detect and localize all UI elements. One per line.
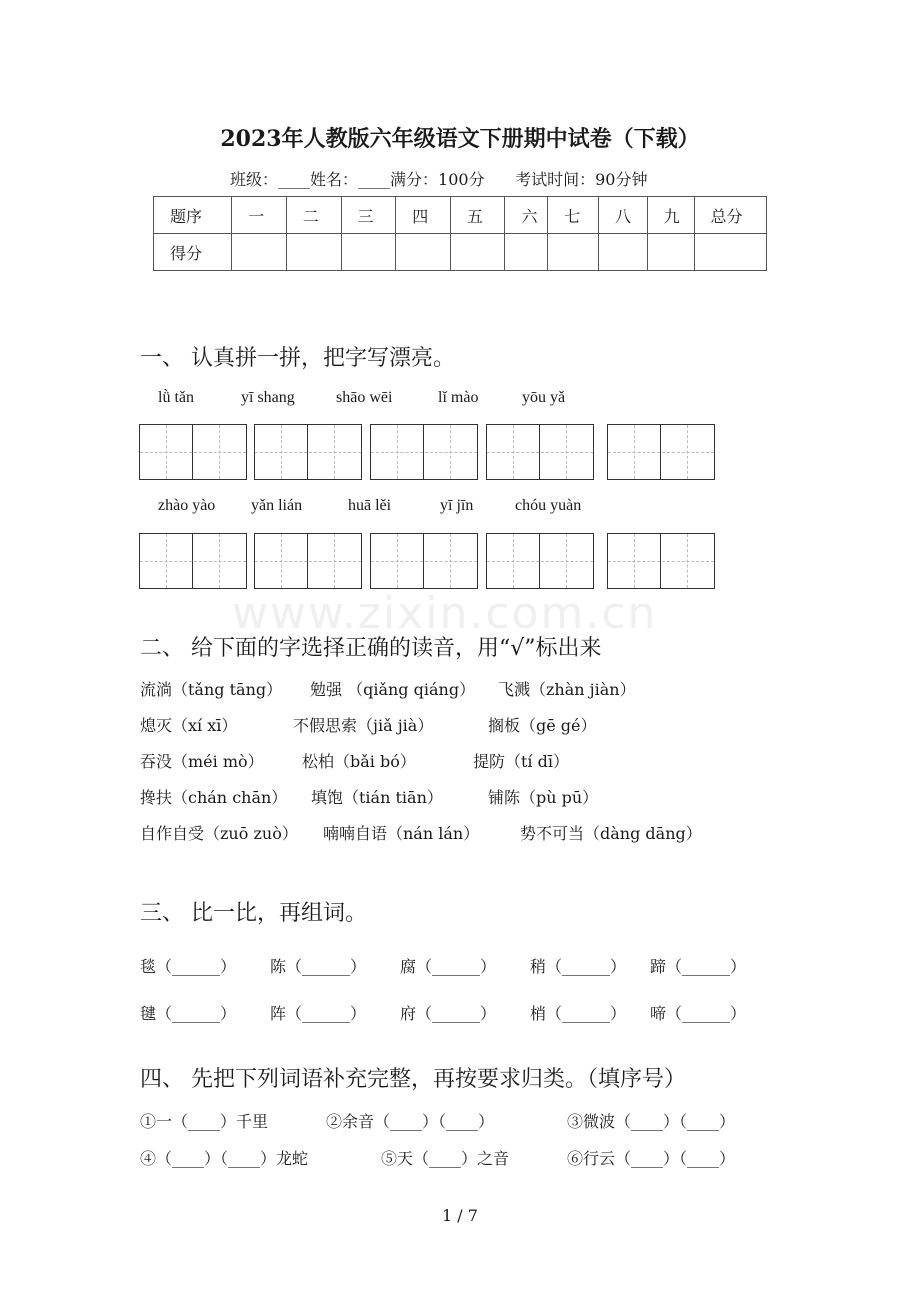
reading-item: 自作自受（zuō zuò） [140, 824, 298, 843]
score-header-cell: 四 [396, 197, 451, 234]
section3-heading: 三、 比一比，再组词。 [140, 901, 367, 926]
score-table [153, 196, 767, 271]
reading-item: 不假思索（jiǎ jià） [293, 716, 434, 735]
idiom-item: ①一（____）千里 [140, 1112, 269, 1131]
score-header-cell: 九 [647, 197, 694, 234]
score-header-cell: 七 [548, 197, 599, 234]
writing-grid[interactable] [607, 533, 715, 589]
compare-item: 毽（______） [140, 1004, 237, 1023]
compare-item: 蹄（______） [650, 957, 747, 976]
reading-item: 搁板（gē gé） [488, 716, 597, 735]
writing-grid[interactable] [370, 533, 478, 589]
section4-heading: 四、 先把下列词语补充完整，再按要求归类。（填序号） [140, 1067, 686, 1092]
idiom-item: ③微波（____）（____） [567, 1112, 736, 1131]
writing-grid[interactable] [254, 424, 362, 480]
exam-info [230, 167, 647, 190]
compare-item: 腐（______） [400, 957, 497, 976]
score-header-cell: 八 [599, 197, 648, 234]
reading-item: 喃喃自语（nán lán） [323, 824, 480, 843]
score-cell[interactable] [341, 234, 396, 271]
writing-grid[interactable] [139, 424, 247, 480]
writing-grid[interactable] [254, 533, 362, 589]
exam-time: 考试时间：90分钟 [515, 170, 648, 189]
idiom-item: ②余音（____）（____） [326, 1112, 495, 1131]
reading-item: 熄灭（xí xī） [140, 716, 238, 735]
score-header-cell: 六 [505, 197, 548, 234]
score-header-cell: 题序 [154, 197, 232, 234]
compare-item: 陈（______） [270, 957, 367, 976]
reading-item: 流淌（tǎng tāng） [140, 680, 283, 699]
section2-heading: 二、 给下面的字选择正确的读音，用“√”标出来 [140, 636, 602, 661]
score-header-cell: 总分 [694, 197, 767, 234]
compare-item: 梢（______） [530, 1004, 627, 1023]
score-cell[interactable] [505, 234, 548, 271]
reading-item: 提防（tí dī） [473, 752, 569, 771]
compare-item: 阵（______） [270, 1004, 367, 1023]
score-header-cell: 二 [286, 197, 341, 234]
writing-grid[interactable] [607, 424, 715, 480]
pinyin-label: huā lěi [348, 497, 392, 514]
score-cell[interactable] [647, 234, 694, 271]
idiom-item: ④（____）（____）龙蛇 [140, 1149, 309, 1168]
score-cell[interactable] [548, 234, 599, 271]
writing-grid[interactable] [486, 533, 594, 589]
score-cell[interactable] [450, 234, 505, 271]
score-cell[interactable] [694, 234, 767, 271]
name-field: 姓名：____ [310, 170, 391, 189]
score-header-cell: 五 [450, 197, 505, 234]
page-title: 2023年人教版六年级语文下册期中试卷（下载） [220, 126, 700, 152]
pinyin-label: chóu yuàn [515, 497, 582, 514]
score-cell[interactable] [232, 234, 287, 271]
score-header-row [154, 197, 767, 234]
score-header-cell: 三 [341, 197, 396, 234]
reading-item: 吞没（méi mò） [140, 752, 264, 771]
compare-item: 啼（______） [650, 1004, 747, 1023]
pinyin-label: shāo wēi [336, 389, 393, 406]
pinyin-label: zhào yào [158, 497, 216, 514]
score-cell[interactable] [396, 234, 451, 271]
score-cell[interactable] [599, 234, 648, 271]
score-header-cell: 一 [232, 197, 287, 234]
idiom-item: ⑤天（____）之音 [381, 1149, 510, 1168]
writing-grid[interactable] [486, 424, 594, 480]
pinyin-label: yōu yǎ [522, 389, 566, 406]
pinyin-label: yī jīn [440, 497, 474, 514]
pinyin-label: yǎn lián [251, 497, 303, 514]
reading-item: 搀扶（chán chān） [140, 788, 288, 807]
compare-item: 府（______） [400, 1004, 497, 1023]
section1-heading: 一、 认真拼一拼，把字写漂亮。 [140, 346, 455, 371]
score-row [154, 234, 767, 271]
reading-item: 填饱（tián tiān） [311, 788, 443, 807]
pinyin-label: lǐ mào [438, 389, 479, 406]
compare-item: 毯（______） [140, 957, 237, 976]
writing-grid[interactable] [370, 424, 478, 480]
score-cell[interactable] [286, 234, 341, 271]
watermark: www.zixin.com.cn [232, 588, 658, 639]
pinyin-label: yī shang [241, 389, 295, 406]
reading-item: 势不可当（dàng dāng） [520, 824, 702, 843]
reading-item: 铺陈（pù pū） [488, 788, 599, 807]
page-number: 1 / 7 [442, 1206, 478, 1225]
score-row-label: 得分 [154, 234, 232, 271]
reading-item: 飞溅（zhàn jiàn） [498, 680, 636, 699]
class-field: 班级：____ [230, 170, 311, 189]
reading-item: 勉强 （qiǎng qiáng） [310, 680, 476, 699]
pinyin-label: lǜ tǎn [158, 389, 194, 406]
full-score: 满分：100分 [390, 170, 485, 189]
reading-item: 松柏（bǎi bó） [302, 752, 416, 771]
idiom-item: ⑥行云（____）（____） [567, 1149, 736, 1168]
writing-grid[interactable] [139, 533, 247, 589]
compare-item: 稍（______） [530, 957, 627, 976]
